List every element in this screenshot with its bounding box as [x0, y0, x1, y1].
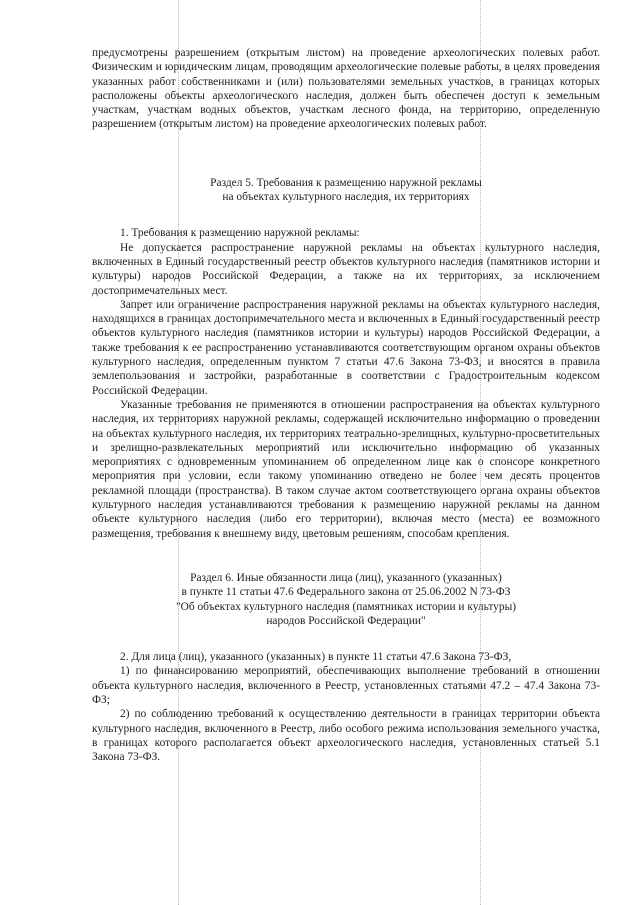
- intro-paragraph: предусмотрены разрешением (открытым листом) на проведение археологических полевых работ. Физическим и юридическим лицам, проводящим археологические полевые работы, в целях проведения указанных работ собственниками и (или) пользователями земельных участков, в границах которых расположены объекты археологического наследия, должен быть обеспечен доступ к земельным участкам, участкам водных объектов, участкам лесного фонда, на территорию, определенную разрешением (открытым листом) на проведение археологических полевых работ.: [92, 47, 600, 131]
- section5-title-line2: на объектах культурного наследия, их территориях: [222, 191, 470, 204]
- section5-item1: 1. Требования к размещению наружной рекламы:: [120, 227, 360, 240]
- section5-paragraph2: Запрет или ограничение распространения наружной рекламы на объектах культурного наследия, находящихся в границах достопримечательного места и включенных в Единый государственный реестр объектов культурного наследия (памятников истории и культуры) народов Российской Федерации, а также требования к ее распространению устанавливаются соответствующим органом охраны объектов культурного наследия, определенным пунктом 7 статьи 47.6 Закона 73-ФЗ, и вносятся в правила землепользования и застройки, разработанные в соответствии с Градостроительным кодексом Российской Федерации.: [92, 298, 600, 397]
- section6-title-line3: "Об объектах культурного наследия (памятниках истории и культуры): [175, 600, 517, 613]
- section6-subitem2: 2) по соблюдению требований к осуществлению деятельности в границах территории объекта культурного наследия, включенного в Реестр, либо особого режима использования земельного участка, в границах которого располагается объект археологического наследия, установленных статьей 5.1 Закона 73-ФЗ.: [92, 708, 600, 764]
- section6-title-line4: народов Российской Федерации": [266, 614, 426, 627]
- section5-paragraph3: Указанные требования не применяются в отношении распространения на объектах культурного наследия, их территориях наружной рекламы, содержащей исключительно информацию о проведении на объектах культурного наследия, их территориях театрально-зрелищных, культурно-просветительных и зрелищно-развлекательных мероприятий или исключительно информацию об указанных мероприятиях с одновременным упоминанием об определенном лице как о спонсоре конкретного мероприятия при условии, если такому упоминанию отведено не более чем десять процентов рекламной площади (пространства). В таком случае актом соответствующего органа охраны объектов культурного наследия устанавливаются требования к размещению наружной рекламы на данном объекте культурного наследия (либо его территории), включая место (места) ее возможного размещения, требования к внешнему виду, цветовым решениям, способам крепления.: [92, 398, 600, 540]
- document-body: [92, 46, 600, 764]
- section5-title-line1: Раздел 5. Требования к размещению наружной рекламы: [210, 176, 482, 189]
- section6-subitem1: 1) по финансированию мероприятий, обеспечивающих выполнение требований в отношении объекта культурного наследия, включенного в Реестр, установленных статьями 47.2 – 47.4 Закона 73-ФЗ;: [92, 665, 600, 706]
- section6-item2: 2. Для лица (лиц), указанного (указанных) в пункте 11 статьи 47.6 Закона 73-ФЗ,: [120, 651, 512, 664]
- section5-paragraph1: Не допускается распространение наружной рекламы на объектах культурного наследия, включенных в Единый государственный реестр объектов культурного наследия (памятников истории и культуры) народов Российской Федерации, а также на их территориях, за исключением достопримечательных мест.: [92, 241, 600, 297]
- section6-title-line1: Раздел 6. Иные обязанности лица (лиц), указанного (указанных): [190, 571, 502, 584]
- section6-title-line2: в пункте 11 статьи 47.6 Федерального закона от 25.06.2002 N 73-ФЗ: [181, 586, 511, 599]
